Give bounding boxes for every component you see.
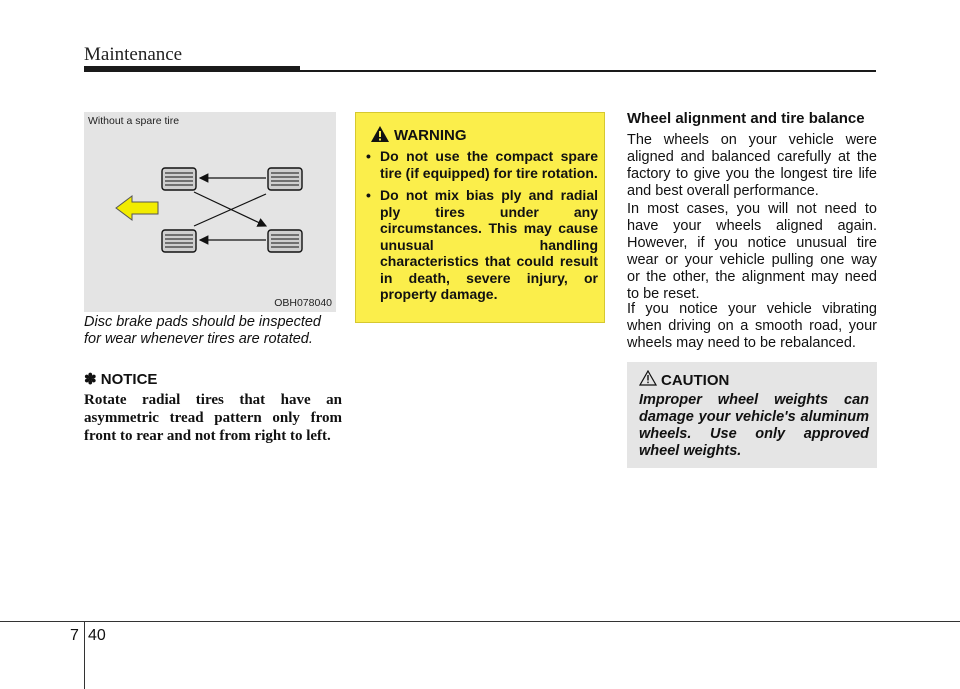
caution-title: CAUTION [661, 372, 730, 389]
figure-caption: Without a spare tire [88, 115, 180, 127]
tire-icon [162, 168, 196, 190]
tire-rotation-figure [84, 112, 336, 312]
header-rule-thick [84, 66, 300, 72]
warning-triangle-icon [370, 125, 390, 143]
list-item [366, 148, 598, 181]
notice-title: ✽ NOTICE [84, 371, 158, 388]
figure-note: Disc brake pads should be inspected for wear whenever tires are rotated. [84, 314, 321, 347]
alignment-paragraph: In most cases, you will not need to have your wheels aligned again. However, if you notice unusual tire wear or your vehicle pulling one way or the other, the alignment may need to be reset. [627, 201, 877, 302]
warning-box [355, 112, 605, 323]
figure-code: OBH078040 [274, 297, 332, 309]
notice-body: Rotate radial tires that have an asymmetric tread pattern only from front to rear and not from right to left. [84, 392, 342, 444]
caution-body: Improper wheel weights can damage your vehicle's aluminum wheels. Use only approved wheel weights. [639, 392, 869, 459]
alignment-paragraph: If you notice your vehicle vibrating when driving on a smooth road, your wheels may need to be rebalanced. [627, 301, 877, 351]
caution-box [627, 362, 877, 468]
warning-title: WARNING [394, 127, 467, 144]
header-rule-thin [300, 70, 876, 72]
warning-item-text: Do not mix bias ply and radial ply tires under any circumstances. This may cause unusual handling characteristics that could result in death, severe injury, or property damage. [380, 187, 598, 302]
tire-icon [268, 168, 302, 190]
list-item [366, 187, 598, 303]
alignment-title: Wheel alignment and tire balance [627, 110, 865, 127]
caution-triangle-icon [639, 370, 657, 386]
tire-icon [162, 230, 196, 252]
footer-rule [0, 621, 960, 622]
arrow-left-icon [116, 196, 158, 220]
footer-divider [84, 621, 85, 689]
section-title: Maintenance [84, 44, 183, 65]
tire-rotation-diagram [84, 112, 336, 312]
page-number: 40 [88, 627, 106, 644]
chapter-number: 7 [70, 627, 79, 644]
tire-icon [268, 230, 302, 252]
alignment-paragraph: The wheels on your vehicle were aligned and balanced carefully at the factory to give you the longest tire life and best overall performance. [627, 132, 877, 199]
bullet: • [366, 148, 371, 164]
warning-list [366, 148, 598, 309]
bullet: • [366, 187, 371, 203]
warning-item-text: Do not use the compact spare tire (if equipped) for tire rotation. [380, 148, 598, 181]
